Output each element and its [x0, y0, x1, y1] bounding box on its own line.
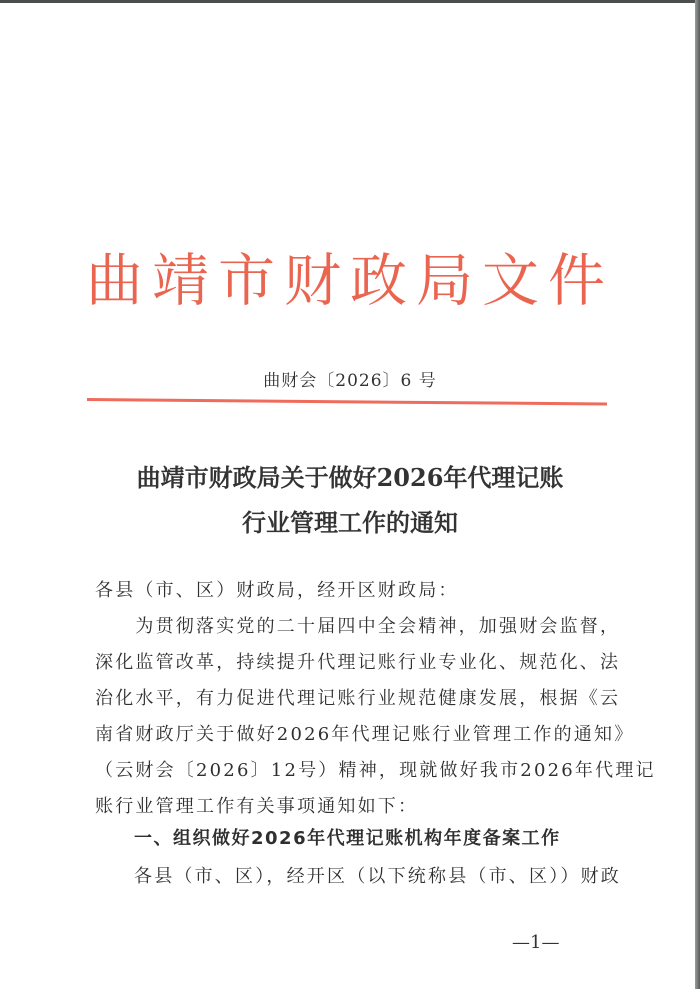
document-title-line-2: 行业管理工作的通知	[242, 508, 458, 537]
body-line: （云财会〔2026〕12号）精神，现就做好我市2026年代理记	[95, 760, 656, 781]
scan-border-right	[695, 0, 700, 989]
scan-border-top	[0, 0, 700, 3]
body-line: 深化监管改革，持续提升代理记账行业专业化、规范化、法	[95, 652, 621, 673]
body-line: 为贯彻落实党的二十届四中全会精神，加强财会监督，	[95, 616, 621, 637]
section-heading-1: 一、组织做好2026年代理记账机构年度备案工作	[134, 828, 561, 849]
red-separator-line	[87, 398, 607, 406]
body-line: 账行业管理工作有关事项通知如下：	[95, 796, 419, 817]
document-masthead: 曲靖市财政局文件	[86, 248, 614, 314]
document-number: 曲财会〔2026〕6 号	[263, 371, 437, 391]
body-line: 南省财政厅关于做好2026年代理记账行业管理工作的通知》	[95, 724, 635, 745]
addressee: 各县（市、区）财政局，经开区财政局：	[95, 580, 459, 601]
body-line: 治化水平，有力促进代理记账行业规范健康发展，根据《云	[95, 688, 621, 709]
document-title-line-1: 曲靖市财政局关于做好2026年代理记账	[136, 463, 564, 492]
section-body-line: 各县（市、区），经开区（以下统称县（市、区））财政	[134, 866, 621, 887]
page-number: —1—	[512, 932, 560, 953]
